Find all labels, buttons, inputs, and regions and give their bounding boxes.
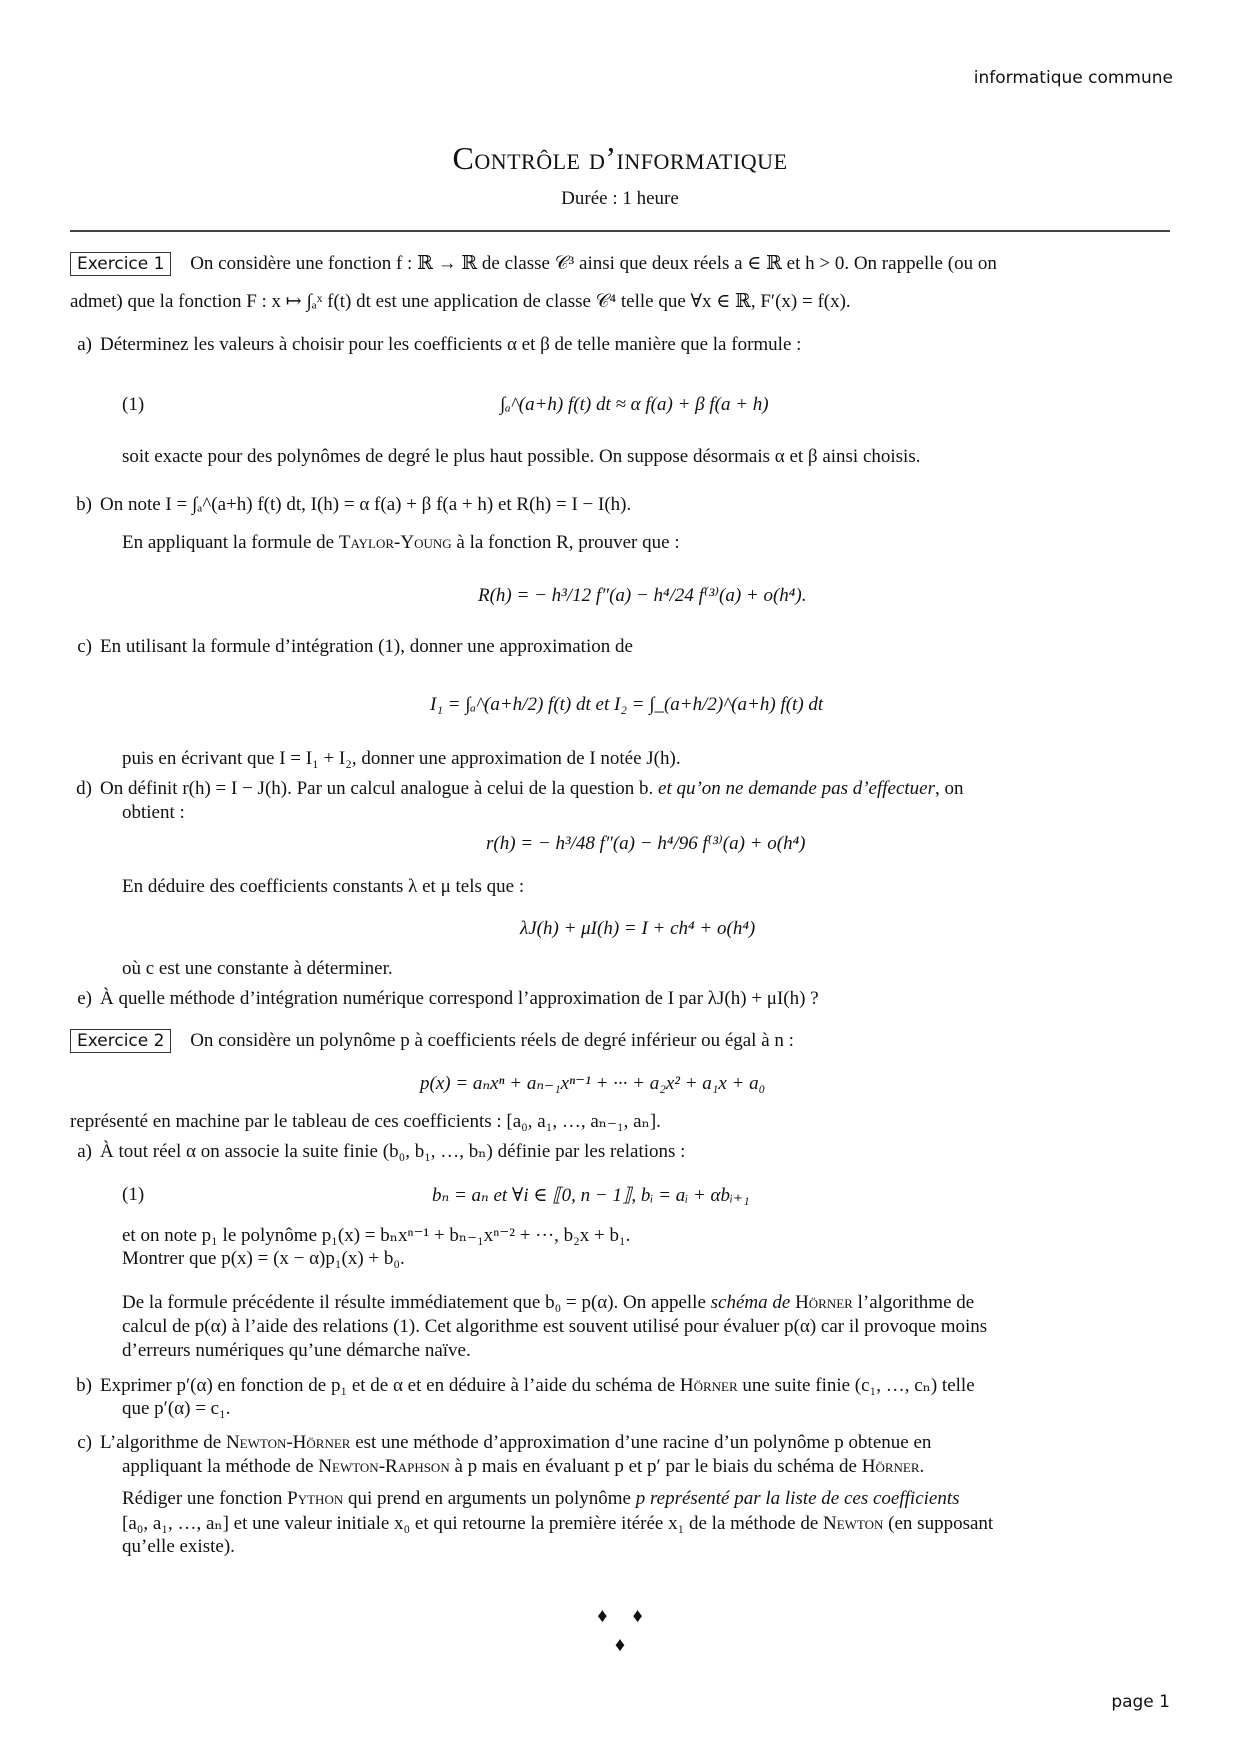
exercise1-intro-line2: admet) que la fonction F : x ↦ ∫ₐˣ f(t) dt est une application de classe 𝒞⁴ telle que ∀x ∈ ℝ, F′(x) = f(x).	[70, 291, 851, 312]
exercise2-intro: Exercice 2 On considère un polynôme p à coefficients réels de degré inférieur ou égal à n :	[70, 1030, 794, 1052]
ex1-c-after: puis en écrivant que I = I₁ + I₂, donner une approximation de I notée J(h).	[122, 748, 681, 769]
course-header: informatique commune	[973, 68, 1173, 88]
ex1-eq1-number: (1)	[122, 394, 145, 415]
ex1-question-c: c) En utilisant la formule d’intégration (1), donner une approximation de	[77, 636, 633, 657]
ex1-question-a: a) Déterminez les valeurs à choisir pour les coefficients α et β de telle manière que la formule :	[77, 334, 802, 355]
ex2-question-b: b) Exprimer p′(α) en fonction de p₁ et de α et en déduire à l’aide du schéma de Hörner une suite finie (c₁, …, cₙ) telle	[76, 1375, 975, 1396]
ex2-c-line4: [a₀, a₁, …, aₙ] et une valeur initiale x₀ et qui retourne la première itérée x₁ de la méthode de Newton (en supposant	[122, 1513, 994, 1534]
ex1-d-text3: En déduire des coefficients constants λ et μ tels que :	[122, 876, 525, 897]
ex1-formula-r: r(h) = − h³/48 f″(a) − h⁴/96 f⁽³⁾(a) + o(h⁴)	[486, 833, 806, 854]
ex2-c-line5: qu’elle existe).	[122, 1536, 235, 1557]
diamond-icon: ♦	[614, 1634, 626, 1656]
ex2-c-line2: appliquant la méthode de Newton-Raphson à p mais en évaluant p et p′ par le biais du schéma de Hörner.	[122, 1456, 925, 1477]
page-number: page 1	[1111, 1692, 1170, 1712]
ex1-formula-R: R(h) = − h³/12 f″(a) − h⁴/24 f⁽³⁾(a) + o(h⁴).	[478, 585, 807, 606]
exercise1-label: Exercice 1	[70, 252, 171, 276]
name-taylor-young: Taylor-Young	[338, 532, 452, 553]
ex1-formula-I1-I2: I₁ = ∫ₐ^(a+h/2) f(t) dt et I₂ = ∫_(a+h/2)^(a+h) f(t) dt	[430, 694, 824, 715]
ex1-b-text2: En appliquant la formule de Taylor-Young à la fonction R, prouver que :	[122, 532, 680, 553]
ex1-formula-lambda-mu: λJ(h) + μI(h) = I + ch⁴ + o(h⁴)	[520, 918, 756, 939]
exercise1-intro-line1: Exercice 1 On considère une fonction f : ℝ → ℝ de classe 𝒞³ ainsi que deux réels a ∈ ℝ et h > 0. On rappelle (ou on	[70, 252, 997, 275]
ex2-question-c: c) L’algorithme de Newton-Hörner est une méthode d’approximation d’une racine d’un polynôme p obtenue en	[77, 1432, 932, 1453]
ex2-formula-p: p(x) = aₙxⁿ + aₙ₋₁xⁿ⁻¹ + ··· + a₂x² + a₁x + a₀	[420, 1073, 766, 1094]
ex1-a-after: soit exacte pour des polynômes de degré le plus haut possible. On suppose désormais α et β ainsi choisis.	[122, 446, 921, 467]
duration: Durée : 1 heure	[561, 188, 679, 209]
page-title: Contrôle d’informatique	[452, 140, 788, 176]
ex2-a-para2: calcul de p(α) à l’aide des relations (1). Cet algorithme est souvent utilisé pour évaluer p(α) car il provoque moins	[122, 1316, 988, 1337]
ex2-a-line2: et on note p₁ le polynôme p₁(x) = bₙxⁿ⁻¹ + bₙ₋₁xⁿ⁻² + ···, b₂x + b₁.	[122, 1225, 631, 1246]
ex1-question-d: d) On définit r(h) = I − J(h). Par un calcul analogue à celui de la question b. et qu’on ne demande pas d’effectuer, on	[76, 778, 964, 799]
ex2-a-line3: Montrer que p(x) = (x − α)p₁(x) + b₀.	[122, 1248, 405, 1269]
ex2-c-line3: Rédiger une fonction Python qui prend en arguments un polynôme p représenté par la liste de ces coefficients	[122, 1488, 960, 1509]
ex2-formula-relations: bₙ = aₙ et ∀i ∈ ⟦0, n − 1⟧, bᵢ = aᵢ + αbᵢ₊₁	[432, 1185, 750, 1206]
exercise2-label: Exercice 2	[70, 1029, 171, 1053]
ex2-eq1-number: (1)	[122, 1184, 145, 1205]
ex1-formula-1: ∫ₐ^(a+h) f(t) dt ≈ α f(a) + β f(a + h)	[500, 394, 769, 415]
ex1-question-e: e) À quelle méthode d’intégration numérique correspond l’approximation de I par λJ(h) + μI(h) ?	[77, 988, 819, 1009]
ex2-after: représenté en machine par le tableau de ces coefficients : [a₀, a₁, …, aₙ₋₁, aₙ].	[70, 1111, 661, 1132]
ex1-d-after: où c est une constante à déterminer.	[122, 958, 393, 979]
ex2-question-a: a) À tout réel α on associe la suite finie (b₀, b₁, …, bₙ) définie par les relations :	[77, 1141, 686, 1162]
ex2-b-line2: que p′(α) = c₁.	[122, 1398, 231, 1419]
diamond-icon: ♦ ♦	[597, 1605, 643, 1627]
ex2-a-para3: d’erreurs numériques qu’une démarche naïve.	[122, 1340, 471, 1361]
end-ornament	[0, 1605, 1240, 1657]
title-divider	[70, 230, 1170, 232]
ex1-question-b: b) On note I = ∫ₐ^(a+h) f(t) dt, I(h) = α f(a) + β f(a + h) et R(h) = I − I(h).	[76, 494, 632, 515]
ex2-a-para1: De la formule précédente il résulte immédiatement que b₀ = p(α). On appelle schéma de Hörner l’algorithme de	[122, 1292, 975, 1313]
ex1-d-text2: obtient :	[122, 802, 185, 823]
